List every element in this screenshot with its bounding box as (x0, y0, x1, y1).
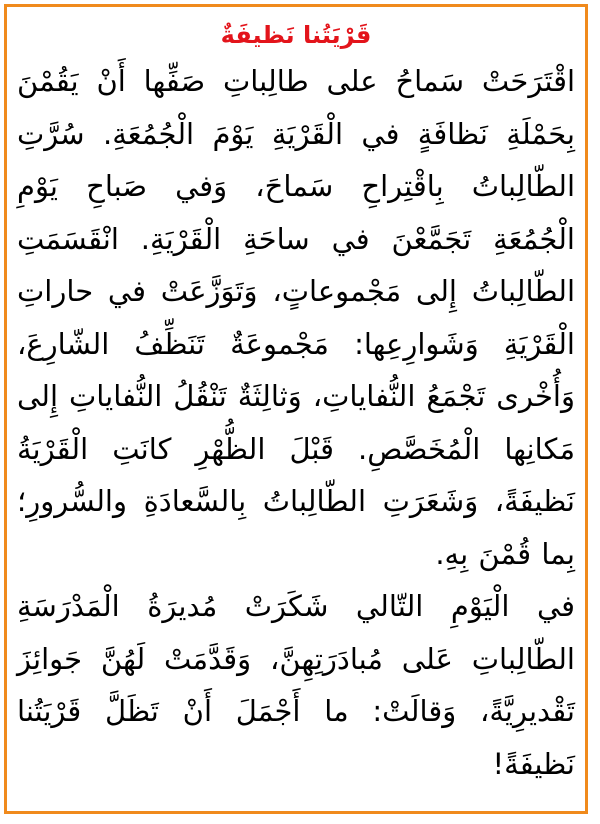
story-paragraph-2: في الْيَوْمِ التّالي شَكَرَتْ مُديرَةُ الْمَدْرَسَةِ الطّالِباتِ عَلى مُبادَرَتِهِنَّ، وَقَدَّمَتْ لَهُنَّ جَوائِزَ تَقْديرِيَّةً، وَقالَتْ: ما أَجْمَلَ أَنْ تَظَلَّ قَرْيَتُنا نَظيفَةً! (17, 589, 575, 781)
page-frame (4, 4, 588, 814)
story-paragraph-1: اقْتَرَحَتْ سَماحُ على طالِباتِ صَفِّها أَنْ يَقُمْنَ بِحَمْلَةِ نَظافَةٍ في الْقَرْيَةِ يَوْمَ الْجُمُعَةِ. سُرَّتِ الطّالِباتُ بِاقْتِراحِ سَماحَ، وَفي صَباحِ يَوْمِ الْجُمُعَةِ تَجَمَّعْنَ في ساحَةِ الْقَرْيَةِ. انْقَسَمَتِ الطّالِباتُ إِلى مَجْموعاتٍ، وَتَوَزَّعَتْ في حاراتِ الْقَرْيَةِ وَشَوارِعِها: مَجْموعَةٌ تَنَظِّفُ الشّارِعَ، وَأُخْرى تَجْمَعُ النُّفاياتِ، وَثالِثَةٌ تَنْقُلُ النُّفاياتِ إِلى مَكانِها الْمُخَصَّصِ. قَبْلَ الظُّهْرِ كانَتِ الْقَرْيَةُ نَظيفَةً، وَشَعَرَتِ الطّالِباتُ بِالسَّعادَةِ والسُّرورِ؛ بِما قُمْنَ بِهِ. (17, 64, 575, 571)
story-title: قَرْيَتُنا نَظيفَةٌ (220, 21, 372, 49)
story-content (17, 15, 575, 803)
